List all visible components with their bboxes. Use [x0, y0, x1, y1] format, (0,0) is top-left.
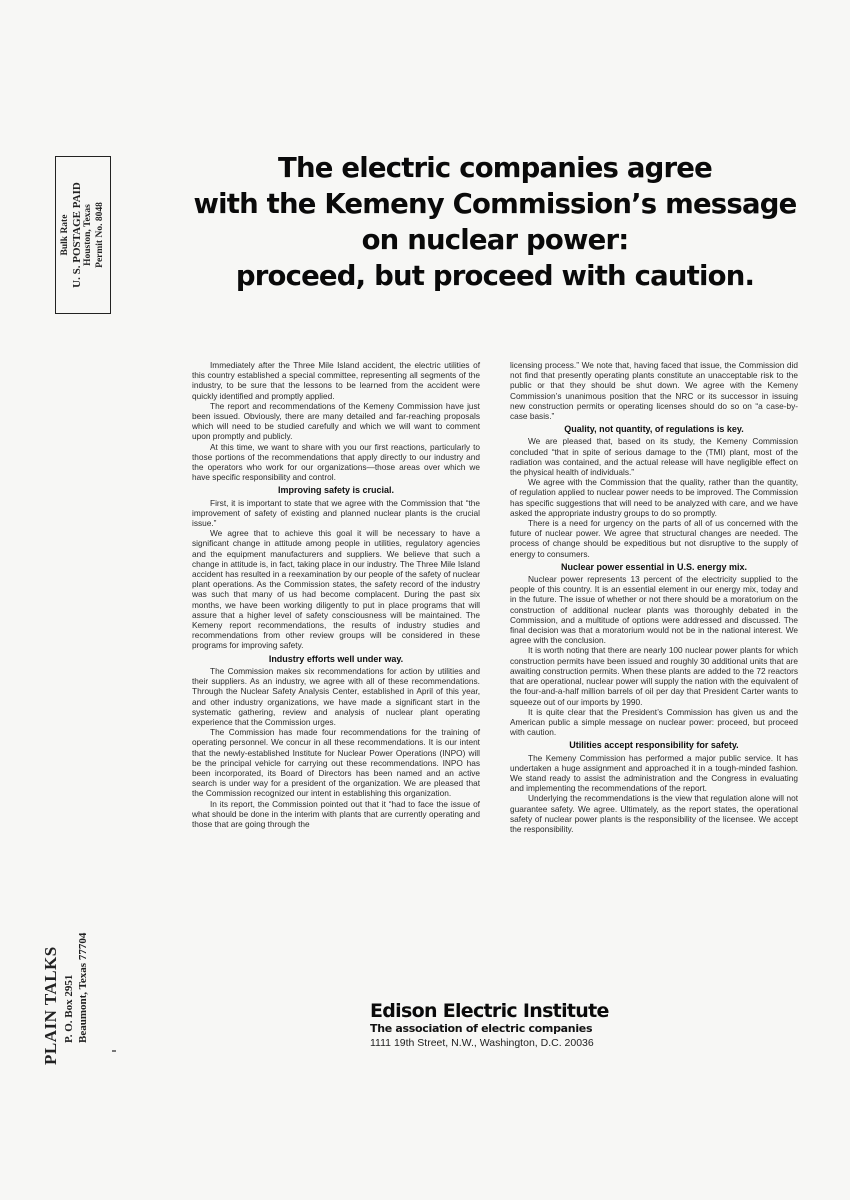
postage-permit-box: [55, 156, 111, 314]
body-paragraph: First, it is important to state that we agree with the Commission that “the improvement of safety of existing and planned nuclear plants is the crucial issue.”: [192, 497, 480, 529]
signature-block: [370, 1000, 650, 1050]
body-paragraph: The Kemeny Commission has performed a major public service. It has undertaken a huge assignment and approached it in a tough-minded fashion. We stand ready to assist the administration and the Congress in evaluating and implementing the recommendations of the report.: [510, 752, 798, 794]
section-heading: Quality, not quantity, of regulations is key.: [564, 424, 744, 435]
body-paragraph: Nuclear power represents 13 percent of the electricity supplied to the people of this country. It is an essential element in our energy mix, today and in the future. The issue of whether or not there should be a moratorium on the construction of additional nuclear plants was thoroughly debated in the Commission, and a multitude of options were addressed and discussed. The final decision was that a moratorium would not be in the national interest. We agree with the conclusion.: [510, 574, 798, 646]
body-paragraph: The Commission has made four recommendations for the training of operating personnel. We concur in all these recommendations. It is our intent that the newly-established Institute for Nuclear Power Operations (INPO) will be the principal vehicle for carrying out these recommendations. INPO has been incorporated, its Board of Directors has been named and an active search is under way for a president of the organization. We are pleased that the Commission recognized our intent in establishing this organization.: [192, 727, 480, 799]
return-city: Beaumont, Texas 77704: [77, 932, 89, 1043]
return-address: [40, 933, 90, 1065]
permit-bulk-rate: Bulk Rate: [60, 214, 70, 256]
body-paragraph: In its report, the Commission pointed out that it “had to face the issue of what should be done in the interim with plants that are currently operating and those that are going through the: [192, 798, 480, 829]
return-box: P. O. Box 2951: [63, 974, 75, 1043]
headline-line-2: with the Kemeny Commission’s message: [193, 188, 797, 220]
body-paragraph: Immediately after the Three Mile Island accident, the electric utilities of this country established a special committee, representing all segments of the industry, to be sure that the lessons to be learned from the accident were quickly identified and promptly applied.: [192, 360, 480, 401]
postage-permit-text: [60, 160, 106, 310]
permit-postage-paid: U. S. POSTAGE PAID: [70, 182, 83, 288]
stray-mark: [112, 1050, 116, 1052]
organization-address: 1111 19th Street, N.W., Washington, D.C. 20036: [370, 1037, 594, 1049]
body-paragraph: licensing process.” We note that, having faced that issue, the Commission did not find that presently operating plants constitute an unacceptable risk to the public or that they should be shut down. We agree with the Kemeny Commission’s unanimous position that the NRC or its successor in issuing new construction permits or operating licenses should do so on “a case-by-case basis.”: [510, 360, 798, 422]
body-paragraph: It is quite clear that the President’s Commission has given us and the American public a simple message on nuclear power: proceed, but proceed with caution.: [510, 706, 798, 738]
return-name: PLAIN TALKS: [41, 946, 60, 1065]
section-heading: Improving safety is crucial.: [277, 485, 395, 496]
body-column-left: [192, 360, 480, 829]
headline-line-4: proceed, but proceed with caution.: [235, 260, 755, 292]
body-column-right: [510, 360, 798, 834]
body-paragraph: There is a need for urgency on the parts of all of us concerned with the future of nuclear power. We agree that structural changes are needed. The process of change should be expeditious but not disruptive to the supply of energy to consumers.: [510, 518, 798, 559]
body-paragraph: The report and recommendations of the Kemeny Commission have just been issued. Obviously, there are many detailed and far-reaching proposals which will need to be studied carefully and which we will want to comment upon promptly and publicly.: [192, 400, 480, 442]
body-paragraph: It is worth noting that there are nearly 100 nuclear power plants for which construction permits have been issued and roughly 30 additional units that are awaiting construction permits. When these plants are added to the 72 reactors that are operational, nuclear power will supply the nation with the equivalent of the four-and-a-half million barrels of oil per day that President Carter wants to squeeze out of our imports by 1990.: [510, 645, 798, 707]
body-paragraph: The Commission makes six recommendations for action by utilities and their suppliers. As an industry, we agree with all of these recommendations. Through the Nuclear Safety Analysis Center, established in April of this year, and other industry organizations, we have made a significant start in the systematic gathering, review and analysis of nuclear plant operating experience that the Commission urges.: [192, 665, 480, 727]
headline-line-3: on nuclear power:: [361, 224, 629, 256]
body-paragraph: We agree with the Commission that the quality, rather than the quantity, of regulation applied to nuclear power needs to be improved. The Commission has specific suggestions that will need to be analyzed with care, and we have asked the appropriate industry groups to do so promptly.: [510, 477, 798, 518]
permit-city: Houston, Texas: [83, 204, 93, 266]
body-paragraph: We agree that to achieve this goal it will be necessary to have a significant change in attitude among people in utilities, regulatory agencies and the equipment manufacturers and suppliers. We believe that such a change in attitude is, in fact, taking place in our industry. The Three Mile Island accident has resulted in a reexamination by our people of the safety of nuclear plant operations. As the Commission states, the safety record of the industry was such that many of us had become complacent. During the past six months, we have been working diligently to put in place programs that will assure that a higher level of safety consciousness will be maintained. The Kemeny report recommendations, the results of industry studies and recommendations from other review groups will be considered in these programs for improving safety.: [192, 528, 480, 651]
headline: [160, 150, 830, 294]
body-paragraph: Underlying the recommendations is the view that regulation alone will not guarantee safety. We agree. Ultimately, as the report states, the operational safety of nuclear power plants is the responsibility of the licensee. We accept the responsibility.: [510, 793, 798, 834]
organization-name: Edison Electric Institute: [370, 1000, 609, 1022]
headline-line-1: The electric companies agree: [278, 152, 712, 184]
section-heading: Nuclear power essential in U.S. energy mix.: [560, 561, 748, 572]
section-heading: Utilities accept responsibility for safety.: [569, 740, 739, 751]
body-paragraph: We are pleased that, based on its study, the Kemeny Commission concluded “that in spite of serious damage to the (TMI) plant, most of the radiation was contained, and the actual release will have negligible effect on the physical health of individuals.”: [510, 436, 798, 478]
organization-tagline: The association of electric companies: [370, 1022, 593, 1035]
body-paragraph: At this time, we want to share with you our first reactions, particularly to those portions of the recommendations that apply directly to our industry and the operators who work for our organizations—those areas over which we have specific responsibility and control.: [192, 441, 480, 483]
section-heading: Industry efforts well under way.: [268, 653, 404, 664]
permit-number: Permit No. 8048: [94, 202, 105, 268]
